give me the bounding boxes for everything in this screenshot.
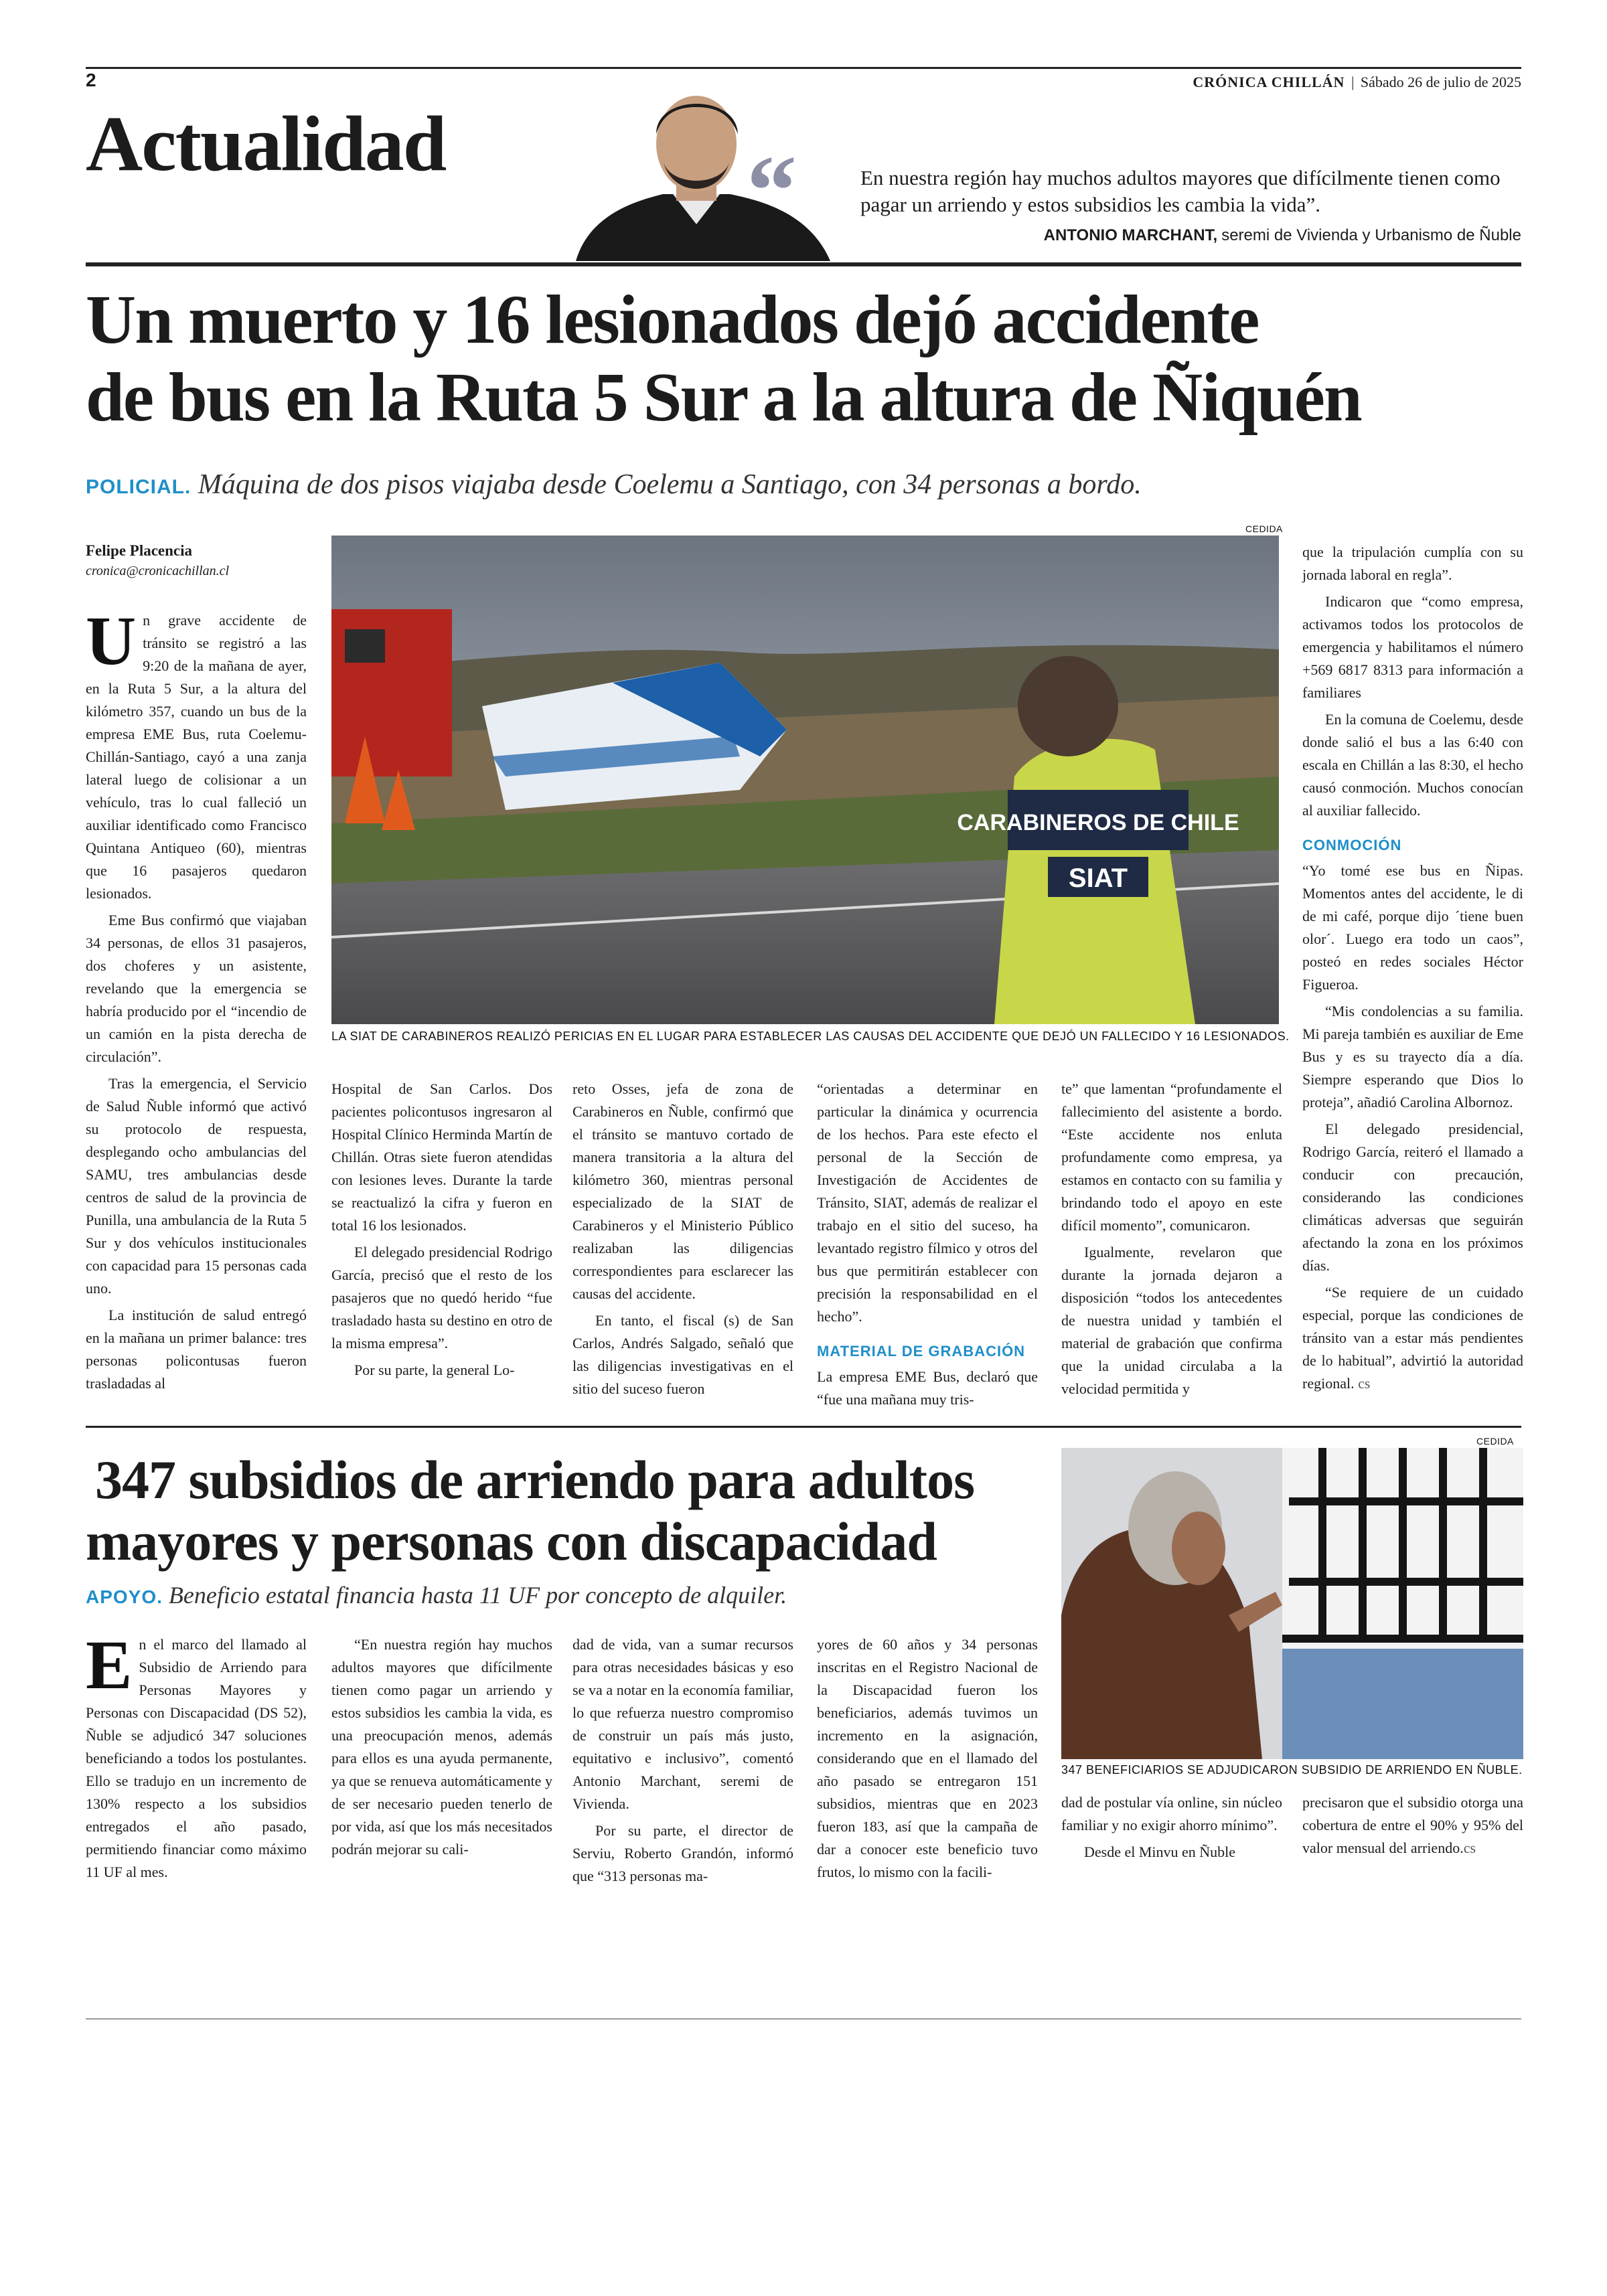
article1-paragraph: Igualmente, revelaron que durante la jornada dejaron a disposición “todos los antecedentes de nuestra unidad y también el material de grabación que confirma que la unidad circulaba a la velocidad permitida y — [1061, 1244, 1282, 1397]
article2-column-2 — [331, 1633, 552, 1865]
article2-paragraph: Desde el Minvu en Ñuble — [1084, 1843, 1236, 1860]
vest-text-2: SIAT — [1068, 864, 1128, 893]
article1-paragraph: La institución de salud entregó en la mañana un primer balance: tres personas policontusas fueron trasladadas al — [86, 1307, 307, 1392]
article1-paragraph: “orientadas a determinar en particular la dinámica y ocurrencia de los hechos. Para este efecto el personal de la Sección de Investigación de Accidentes de Tránsito, SIAT, además de realizar el trabajo en el sitio del suceso, ha levantado registro fílmico y otros del bus que permitirán establecer con precisión la responsabilidad en el hecho”. — [817, 1080, 1038, 1325]
article2-headline-line2: mayores y personas con discapacidad — [86, 1511, 937, 1572]
article1-column-4 — [817, 1078, 1038, 1415]
page-number: 2 — [86, 70, 96, 90]
masthead-line: CRÓNICA CHILLÁN | Sábado 26 de julio de 2025 — [1193, 74, 1521, 90]
article1-paragraph: Indicaron que “como empresa, activamos todos los protocolos de emergencia y habilitamos el número +569 6817 8313 para información a familiares — [1302, 593, 1523, 701]
subhead-material: MATERIAL DE GRABACIÓN — [817, 1343, 1026, 1360]
photo2-credit: CEDIDA — [1476, 1436, 1514, 1447]
photo1-credit: CEDIDA — [1245, 523, 1283, 534]
quote-author: ANTONIO MARCHANT, — [1043, 226, 1218, 244]
article1-deck-text: Máquina de dos pisos viajaba desde Coelemu a Santiago, con 34 personas a bordo. — [198, 469, 1142, 500]
article1-lead-paragraph: n grave accidente de tránsito se registró a las 9:20 de la mañana de ayer, en la Ruta 5 Sur, a la altura del kilómetro 357, cuando un bus de la empresa EME Bus, ruta Coelemu-Chillán-Santiago, cayó a una zanja lateral luego de colisionar a un vehículo, tras lo cual falleció un auxiliar identificado como Francisco Quintana Antiqueo (60), mientras que 16 pasajeros quedaron lesionados. — [86, 612, 307, 902]
article2-paragraph: dad de vida, van a sumar recursos para otras necesidades básicas y eso se va a notar en la economía familiar, lo que refuerza nuestro compromiso de construir un país más justo, equitativo e inclusivo”, comentó Antonio Marchant, seremi de Vivienda. — [572, 1636, 793, 1812]
quote-mark-icon: “ — [747, 135, 797, 246]
article1-kicker: POLICIAL. — [86, 476, 192, 498]
article1-headline — [86, 281, 1361, 436]
section-divider — [86, 1426, 1521, 1428]
photo1-caption: LA SIAT DE CARABINEROS REALIZÓ PERICIAS EN EL LUGAR PARA ESTABLECER LAS CAUSAS DEL ACCIDENTE QUE DEJÓ UN FALLECIDO Y 16 LESIONADOS. — [331, 1030, 1290, 1043]
end-mark-icon: cs — [1358, 1375, 1371, 1392]
masthead: CRÓNICA CHILLÁN — [1193, 74, 1345, 90]
article1-column-6 — [1302, 541, 1523, 1399]
article2-headline — [86, 1449, 974, 1572]
article1-paragraph: Por su parte, la general Lo- — [354, 1362, 515, 1378]
bottom-rule — [86, 2018, 1521, 2020]
pull-quote: En nuestra región hay muchos adultos mayores que difícilmente tienen como pagar un arriendo y estos subsidios les cambia la vida”. — [860, 166, 1501, 216]
article1-paragraph: Hospital de San Carlos. Dos pacientes policontusos ingresaron al Hospital Clínico Herminda Martín de Chillán. Otras siete fueron atendidas con lesiones leves. Durante la tarde se reactualizó la cifra y fueron en total 16 los lesionados. — [331, 1080, 552, 1234]
vest-text-1: CARABINEROS DE CHILE — [957, 810, 1239, 835]
quote-attribution — [1044, 226, 1521, 245]
accident-photo — [331, 536, 1279, 1024]
article2-paragraph: Por su parte, el director de Serviu, Roberto Grandón, informó que “313 personas ma- — [572, 1822, 793, 1884]
header-rule — [86, 262, 1521, 266]
issue-date: Sábado 26 de julio de 2025 — [1360, 74, 1521, 90]
article1-paragraph: En la comuna de Coelemu, desde donde salió el bus a las 6:40 con escala en Chillán a las 8:30, el hecho causó conmoción. Muchos conocían al auxiliar fallecido. — [1302, 711, 1523, 819]
article1-paragraph: “Yo tomé ese bus en Ñipas. Momentos antes del accidente, le di de mi café, porque dijo ´tiene buen olor´. Luego era todo un caos”, posteó en redes sociales Héctor Figueroa. — [1302, 862, 1523, 993]
article1-headline-line1: Un muerto y 16 lesionados dejó accidente — [86, 281, 1259, 358]
article1-column-1 — [86, 602, 307, 1399]
end-mark-icon: cs — [1463, 1839, 1476, 1856]
article1-closing-text: “Se requiere de un cuidado especial, porque las condiciones de tránsito van a estar más pendientes de lo habitual”, advirtió la autoridad regional. — [1302, 1284, 1523, 1392]
article2-headline-line1: 347 subsidios de arriendo para adultos — [95, 1449, 974, 1510]
author-portrait — [549, 80, 844, 261]
article1-column-3 — [572, 1078, 793, 1404]
article2-deck — [86, 1581, 787, 1609]
subsidy-photo — [1061, 1448, 1523, 1759]
article1-paragraph: El delegado presidencial, Rodrigo García, reiteró el llamado a conducir con precaución, considerando las condiciones climáticas adversas que seguirán afectando la zona en los próximos días. — [1302, 1121, 1523, 1274]
article1-headline-line2: de bus en la Ruta 5 Sur a la altura de Ñiquén — [86, 359, 1361, 436]
article1-column-5 — [1061, 1078, 1282, 1404]
article1-paragraph: Eme Bus confirmó que viajaban 34 personas, de ellos 31 pasajeros, dos choferes y un asistente, revelando que la emergencia se habría producido por el “incendio de un camión en la pista derecha de circulación”. — [86, 912, 307, 1065]
article2-column-5 — [1061, 1791, 1282, 1868]
article2-paragraph: yores de 60 años y 34 personas inscritas en el Registro Nacional de la Discapacidad fueron los beneficiarios, además tuvimos un incremento en la asignación, considerando que en el llamado del año pasado se entregaron 151 subsidios, mientras que en 2023 fueron 183, así que la campaña de dar a conocer este beneficio tuvo frutos, lo mismo con la facili- — [817, 1636, 1038, 1880]
subhead-conmocion: CONMOCIÓN — [1302, 837, 1402, 853]
article2-column-3 — [572, 1633, 793, 1892]
article2-paragraph: dad de postular vía online, sin núcleo familiar y no exigir ahorro mínimo”. — [1061, 1794, 1282, 1833]
article1-paragraph: que la tripulación cumplía con su jornada laboral en regla”. — [1302, 544, 1523, 583]
byline-name: Felipe Placencia — [86, 542, 193, 559]
article1-paragraph: “Mis condolencias a su familia. Mi pareja también es auxiliar de Eme Bus y es su trayecto día a día. Siempre esperando que Dios lo proteja”, añadió Carolina Albornoz. — [1302, 1003, 1523, 1111]
article2-paragraph: “En nuestra región hay muchos adultos mayores que difícilmente tienen como pagar un arriendo y estos subsidios les cambia la vida, es una preocupación menos, además para ellos es una ayuda permanente, ya que se renueva automáticamente y de ser necesario pueden tenerlo de por vida, así que los más necesitados podrán mejorar su cali- — [331, 1636, 552, 1858]
top-rule — [86, 67, 1521, 69]
photo2-caption: 347 BENEFICIARIOS SE ADJUDICARON SUBSIDIO DE ARRIENDO EN ÑUBLE. — [1061, 1763, 1523, 1777]
dropcap: U — [86, 602, 137, 679]
article2-lead-paragraph: n el marco del llamado al Subsidio de Arriendo para Personas Mayores y Personas con Discapacidad (DS 52), Ñuble se adjudicó 347 soluciones beneficiando a todos los postulantes. Ello se tradujo en un incremento de 130% respecto a los subsidios entregados el año pasado, permitiendo financiar como máximo 11 UF al mes. — [86, 1636, 307, 1880]
byline-email: cronica@cronicachillan.cl — [86, 564, 230, 578]
article2-column-1 — [86, 1627, 307, 1888]
article1-paragraph: Tras la emergencia, el Servicio de Salud Ñuble informó que activó su protocolo de respuesta, desplegando ocho ambulancias del SAMU, tres ambulancias desde centros de salud de la provincia de Punilla, una ambulancia de la Ruta 5 Sur y dos vehículos institucionales con capacidad para 15 personas cada uno. — [86, 1075, 307, 1297]
article1-paragraph: te” que lamentan “profundamente el fallecimiento del asistente a bordo. “Este accidente nos enluta profundamente como empresa, ya estamos en contacto con su familia y brindando todo el apoyo en este difícil momento”, comunicaron. — [1061, 1080, 1282, 1234]
article1-column-2 — [331, 1078, 552, 1386]
article1-paragraph: La empresa EME Bus, declaró que “fue una mañana muy tris- — [817, 1368, 1038, 1408]
article2-deck-text: Beneficio estatal financia hasta 11 UF por concepto de alquiler. — [168, 1582, 787, 1609]
article1-paragraph: reto Osses, jefa de zona de Carabineros en Ñuble, confirmó que el tránsito se mantuvo cortado de manera transitoria a la altura del kilómetro 360, mientras personal especializado de la SIAT de Carabineros y el Ministerio Público realizaban las diligencias correspondientes para esclarecer las causas del accidente. — [572, 1080, 793, 1302]
article2-kicker: APOYO. — [86, 1586, 163, 1607]
article2-column-4 — [817, 1633, 1038, 1888]
dropcap: E — [86, 1627, 133, 1704]
quote-role: seremi de Vivienda y Urbanismo de Ñuble — [1221, 226, 1521, 244]
article1-deck — [86, 469, 1142, 501]
article1-paragraph — [1302, 1281, 1523, 1395]
article1-paragraph: El delegado presidencial Rodrigo García, precisó que el resto de los pasajeros que no quedó herido “fue trasladado hasta su destino en otro de la misma empresa”. — [331, 1244, 552, 1351]
article1-paragraph: En tanto, el fiscal (s) de San Carlos, Andrés Salgado, señaló que las diligencias investigativas en el sitio del suceso fueron — [572, 1312, 793, 1397]
article2-column-6 — [1302, 1791, 1523, 1864]
article2-closing-text: precisaron que el subsidio otorga una cobertura de entre el 90% y 95% del valor mensual del arriendo. — [1302, 1794, 1523, 1856]
section-title: Actualidad — [86, 100, 446, 187]
